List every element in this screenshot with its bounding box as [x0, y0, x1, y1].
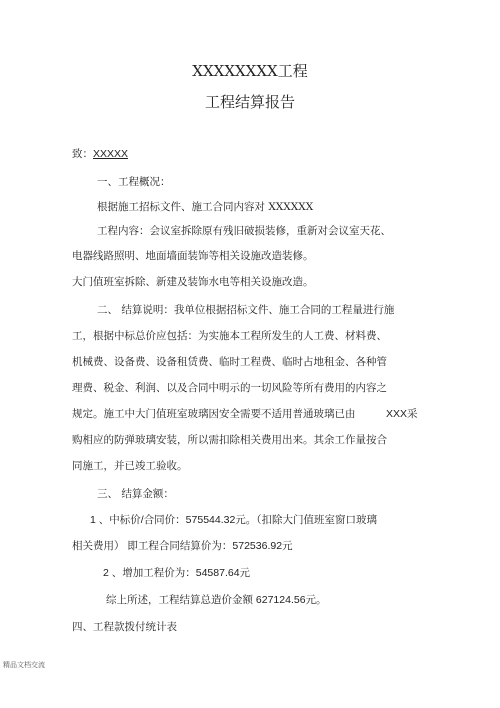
section2-line-3: 机械费、设备费、设备租赁费、临时工程费、临时占地租金、各种管: [72, 356, 387, 368]
section3-heading: 三、 结算金额：: [97, 488, 174, 500]
section4-heading: 四、工程款拨付统计表: [72, 621, 177, 633]
salutation-name: XXXXX: [93, 148, 129, 160]
section2-line-5b: XXX采: [386, 408, 418, 420]
section3-item1-line-1: 1 、中标价/合同价：575544.32元。（扣除大门值班室窗口玻璃: [90, 514, 378, 526]
section2-line-7: 同施工，并已竣工验收。: [72, 460, 188, 472]
section1-heading: 一、工程概况：: [97, 176, 171, 188]
section1-line-2: 工程内容：会议室拆除原有残旧破损装修，重新对会议室天花、: [97, 225, 391, 237]
salutation-prefix: 致：: [72, 148, 93, 160]
section2-line-6: 购相应的防弹玻璃安装，所以需扣除相关费用出来。其余工作量按合: [72, 434, 387, 446]
document-title-report: 工程结算报告: [204, 93, 295, 111]
document-title-project: XXXXXXXX工程: [192, 62, 308, 80]
section2-line-1: 二、 结算说明：我单位根据招标文件、施工合同的工程量进行施: [97, 304, 395, 316]
section3-item1-line-2: 相关费用） 即工程合同结算价为：572536.92元: [72, 540, 293, 552]
section2-line-4: 理费、税金、利润、以及合同中明示的一切风险等所有费用的内容之: [72, 382, 387, 394]
section3-summary: 综上所述，工程结算总造价金额 627124.56元。: [106, 594, 327, 606]
section2-line-5a: 规定。施工中大门值班室玻璃因安全需要不适用普通玻璃已由: [72, 408, 356, 420]
section2-line-2: 工，根据中标总价应包括：为实施本工程所发生的人工费、材料费、: [72, 330, 387, 342]
section1-line-3: 电器线路照明、地面墙面装饰等相关设施改造装修。: [72, 250, 314, 262]
salutation: [72, 147, 128, 161]
footer-watermark: 精品文档交流: [3, 661, 45, 669]
section3-item2: 2 、增加工程价为：54587.64元: [103, 567, 251, 579]
section1-line-1: 根据施工招标文件、施工合同内容对 XXXXXX: [97, 201, 314, 213]
section1-line-4: 大门值班室拆除、新建及装饰水电等相关设施改造。: [72, 276, 314, 288]
